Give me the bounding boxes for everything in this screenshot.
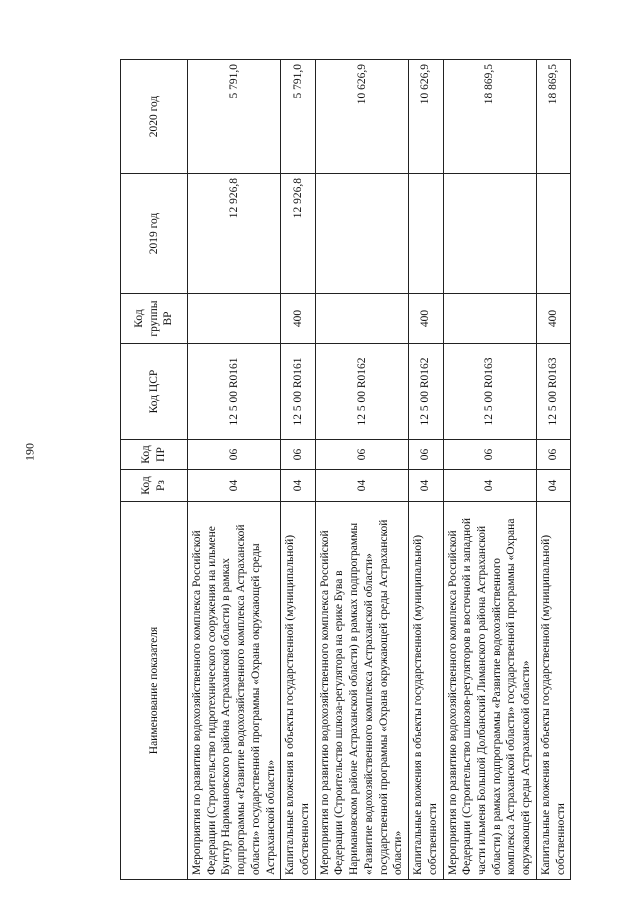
row-name: Мероприятия по развитию водохозяйственного комплекса Российской Федерации (Строительство гидротехнического сооружения на ильмене Бунтур Наримановского района Астраханской области) в рамках подпрограммы «Развитие водохозяйственного комплекса Астраханской области» государственной программы «Охрана окружающей среды Астраханской области»	[188, 502, 281, 880]
row-vr	[188, 294, 281, 344]
row-2020: 10 626,9	[409, 60, 443, 174]
row-2019: 12 926,8	[188, 174, 281, 294]
row-2020: 18 869,5	[536, 60, 570, 174]
row-rz: 04	[281, 470, 315, 502]
row-2019	[315, 174, 408, 294]
page-number: 190	[22, 443, 37, 461]
row-csr: 12 5 00 R0163	[536, 344, 570, 440]
row-vr	[315, 294, 408, 344]
row-2020: 10 626,9	[315, 60, 408, 174]
row-name: Мероприятия по развитию водохозяйственного комплекса Российской Федерации (Строительство шлюзов-регуляторов в восточной и западной части ильменя Большой Долбанский Лиманского района Астраханской области) в рамках подпрограммы «Развитие водохозяйственного комплекса Астраханской области» государственной программы «Охрана окружающей среды Астраханской области»	[443, 502, 536, 880]
row-name: Мероприятия по развитию водохозяйственного комплекса Российской Федерации (Строительство шлюза-регулятора на ерике Бува в Наримановском районе Астраханской области) в рамках подпрограммы «Развитие водохозяйственного комплекса Астраханской области» государственной программы «Охрана окружающей среды Астраханской области»	[315, 502, 408, 880]
row-2020: 18 869,5	[443, 60, 536, 174]
header-pr: Код ПР	[121, 440, 188, 470]
header-csr: Код ЦСР	[121, 344, 188, 440]
row-rz: 04	[443, 470, 536, 502]
table-row	[281, 60, 315, 880]
table-row	[315, 60, 408, 880]
row-2019	[409, 174, 443, 294]
row-rz: 04	[315, 470, 408, 502]
table-row	[409, 60, 443, 880]
row-csr: 12 5 00 R0161	[281, 344, 315, 440]
row-csr: 12 5 00 R0163	[443, 344, 536, 440]
row-pr: 06	[315, 440, 408, 470]
row-csr: 12 5 00 R0161	[188, 344, 281, 440]
header-2019: 2019 год	[121, 174, 188, 294]
budget-table	[120, 59, 571, 880]
row-rz: 04	[188, 470, 281, 502]
row-pr: 06	[188, 440, 281, 470]
header-vr: Код группы ВР	[121, 294, 188, 344]
row-csr: 12 5 00 R0162	[315, 344, 408, 440]
row-name: Капитальные вложения в объекты государственной (муниципальной) собственности	[409, 502, 443, 880]
row-vr	[443, 294, 536, 344]
row-2019	[443, 174, 536, 294]
row-rz: 04	[409, 470, 443, 502]
row-2020: 5 791,0	[188, 60, 281, 174]
table-row	[188, 60, 281, 880]
row-pr: 06	[409, 440, 443, 470]
row-name: Капитальные вложения в объекты государственной (муниципальной) собственности	[536, 502, 570, 880]
budget-table-container	[120, 60, 567, 880]
table-row	[443, 60, 536, 880]
row-vr: 400	[409, 294, 443, 344]
row-name: Капитальные вложения в объекты государственной (муниципальной) собственности	[281, 502, 315, 880]
row-rz: 04	[536, 470, 570, 502]
header-rz: Код Рз	[121, 470, 188, 502]
header-2020: 2020 год	[121, 60, 188, 174]
row-vr: 400	[536, 294, 570, 344]
row-vr: 400	[281, 294, 315, 344]
row-csr: 12 5 00 R0162	[409, 344, 443, 440]
row-2020: 5 791,0	[281, 60, 315, 174]
row-pr: 06	[536, 440, 570, 470]
header-name: Наименование показателя	[121, 502, 188, 880]
table-row	[536, 60, 570, 880]
row-pr: 06	[443, 440, 536, 470]
table-header-row	[121, 60, 188, 880]
row-2019: 12 926,8	[281, 174, 315, 294]
row-2019	[536, 174, 570, 294]
row-pr: 06	[281, 440, 315, 470]
